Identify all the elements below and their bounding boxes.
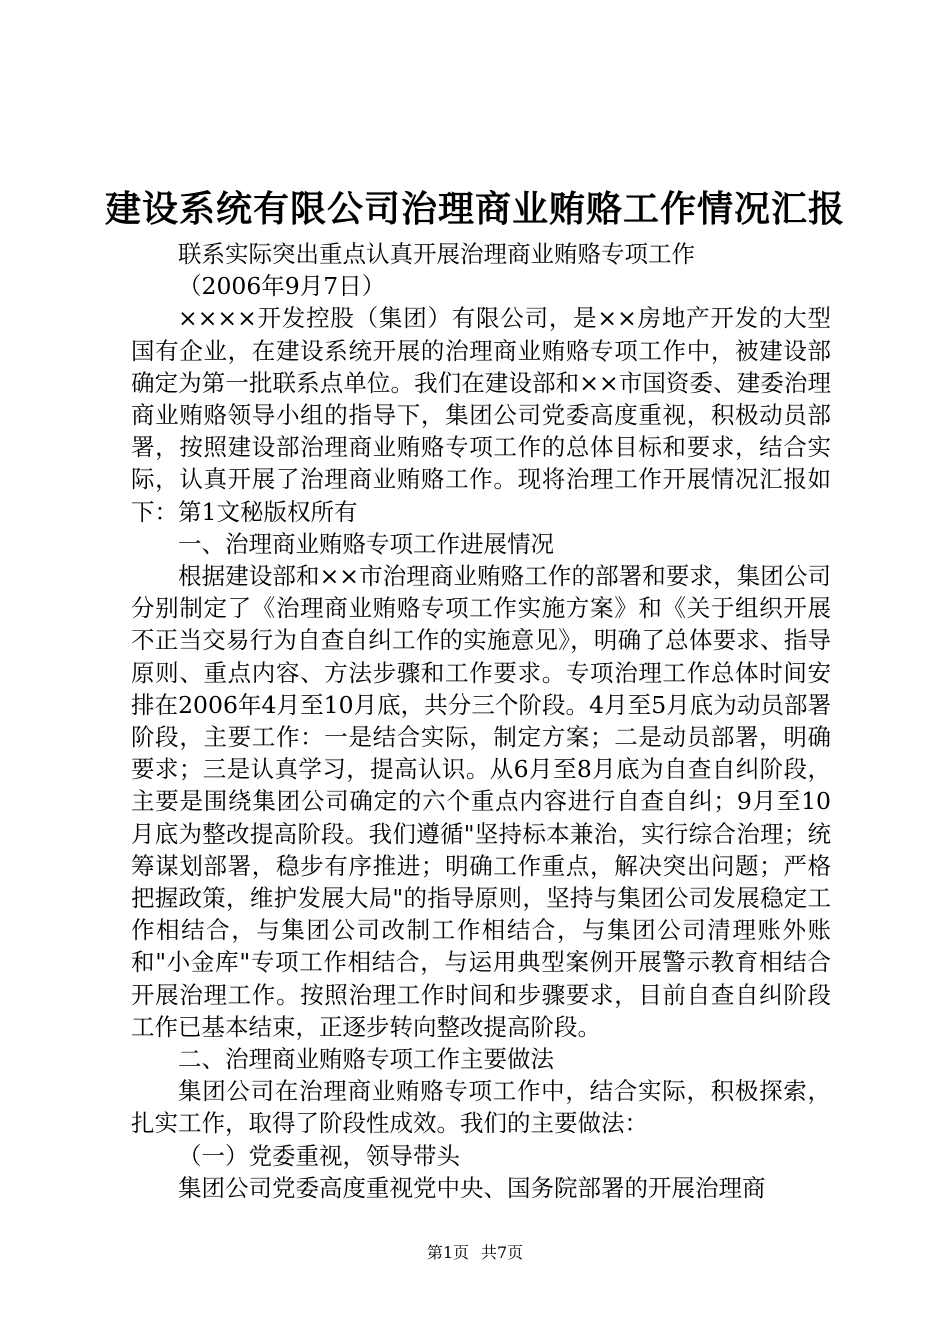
document-subtitle: 联系实际突出重点认真开展治理商业贿赂专项工作 <box>178 240 695 268</box>
section-heading-1: 一、治理商业贿赂专项工作进展情况 <box>178 529 554 558</box>
paragraph-party-committee: 集团公司党委高度重视党中央、国务院部署的开展治理商 <box>178 1173 766 1202</box>
document-date: （2006年9月7日） <box>178 272 386 301</box>
page-number: 第1页 <box>426 1243 469 1262</box>
document-title: 建设系统有限公司治理商业贿赂工作情况汇报 <box>104 189 845 230</box>
page-total: 共7页 <box>481 1243 524 1262</box>
paragraph-progress: 根据建设部和××市治理商业贿赂工作的部署和要求，集团公司分别制定了《治理商业贿赂专项工作实施方案》和《关于组织开展不正当交易行为自查自纠工作的实施意见》，明确了总体要求、指导原则、重点内容、方法步骤和工作要求。专项治理工作总体时间安排在2006年4月至10月底，共分三个阶段。4月至5月底为动员部署阶段，主要工作：一是结合实际，制定方案；二是动员部署，明确要求；三是认真学习，提高认识。从6月至8月底为自查自纠阶段，主要是围绕集团公司确定的六个重点内容进行自查自纠；9月至10月底为整改提高阶段。我们遵循"坚持标本兼治，实行综合治理；统筹谋划部署，稳步有序推进；明确工作重点，解决突出问题；严格把握政策，维护发展大局"的指导原则，坚持与集团公司发展稳定工作相结合，与集团公司改制工作相结合，与集团公司清理账外账和"小金库"专项工作相结合，与运用典型案例开展警示教育相结合开展治理工作。按照治理工作时间和步骤要求，目前自查自纠阶段工作已基本结束，正逐步转向整改提高阶段。 <box>131 562 831 1041</box>
paragraph-intro: ××××开发控股（集团）有限公司，是××房地产开发的大型国有企业，在建设系统开展的治理商业贿赂专项工作中，被建设部确定为第一批联系点单位。我们在建设部和××市国资委、建委治理商业贿赂领导小组的指导下，集团公司党委高度重视，积极动员部署，按照建设部治理商业贿赂专项工作的总体目标和要求，结合实际，认真开展了治理商业贿赂工作。现将治理工作开展情况汇报如下：第1文秘版权所有 <box>131 304 831 526</box>
subsection-heading-1: （一）党委重视，领导带头 <box>178 1141 460 1170</box>
paragraph-methods: 集团公司在治理商业贿赂专项工作中，结合实际，积极探索，扎实工作，取得了阶段性成效。我们的主要做法： <box>131 1077 831 1138</box>
document-body <box>131 238 831 1204</box>
page-footer <box>0 1241 950 1265</box>
section-heading-2: 二、治理商业贿赂专项工作主要做法 <box>178 1045 554 1074</box>
